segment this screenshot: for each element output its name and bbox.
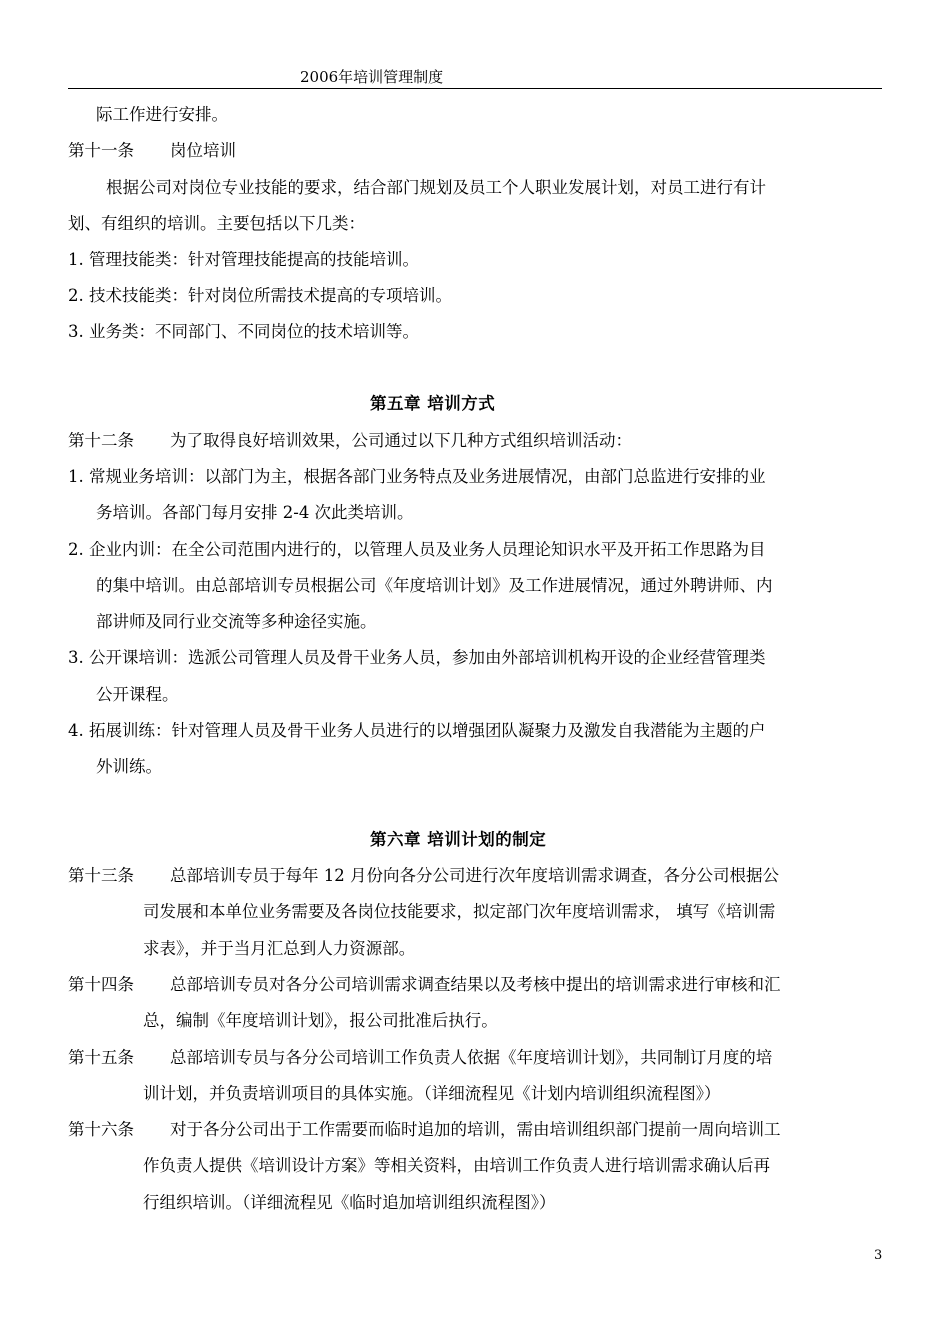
article-number: 第十一条 — [68, 141, 134, 160]
article-text-continued: 作负责人提供《培训设计方案》等相关资料，由培训工作负责人进行培训需求确认后再 — [143, 1156, 770, 1175]
article-heading: 岗位培训 — [170, 141, 236, 160]
article-number: 第十六条 — [68, 1120, 134, 1139]
header-rule — [68, 88, 882, 89]
article-number: 第十二条 — [68, 431, 134, 450]
page-header-title: 2006年培训管理制度 — [300, 68, 444, 86]
list-item: 1. 常规业务培训：以部门为主，根据各部门业务特点及业务进展情况，由部门总监进行安排的业 — [68, 467, 766, 486]
article-number: 第十三条 — [68, 866, 134, 885]
page-number: 3 — [874, 1248, 883, 1263]
article-text-continued: 行组织培训。（详细流程见《临时追加培训组织流程图》） — [143, 1193, 556, 1212]
text-line: 际工作进行安排。 — [96, 105, 228, 124]
article-text: 对于各分公司出于工作需要而临时追加的培训，需由培训组织部门提前一周向培训工 — [170, 1120, 781, 1139]
list-item: 1. 管理技能类：针对管理技能提高的技能培训。 — [68, 250, 419, 269]
list-item: 2. 技术技能类：针对岗位所需技术提高的专项培训。 — [68, 286, 452, 305]
list-item: 3. 业务类：不同部门、不同岗位的技术培训等。 — [68, 322, 419, 341]
article-text-continued: 训计划，并负责培训项目的具体实施。（详细流程见《计划内培训组织流程图》） — [143, 1084, 721, 1103]
article-text: 总部培训专员与各分公司培训工作负责人依据《年度培训计划》，共同制订月度的培 — [170, 1048, 773, 1067]
list-item-continued: 公开课程。 — [96, 685, 179, 704]
list-item-continued: 外训练。 — [96, 757, 162, 776]
article-text-continued: 总，编制《年度培训计划》，报公司批准后执行。 — [143, 1011, 498, 1030]
article-number: 第十五条 — [68, 1048, 134, 1067]
chapter-heading: 第六章 培训计划的制定 — [370, 830, 547, 849]
article-number: 第十四条 — [68, 975, 134, 994]
list-item-continued: 务培训。各部门每月安排 2-4 次此类培训。 — [96, 503, 414, 522]
list-item: 4. 拓展训练：针对管理人员及骨干业务人员进行的以增强团队凝聚力及激发自我潜能为主题的户 — [68, 721, 766, 740]
article-text-continued: 司发展和本单位业务需要及各岗位技能要求，拟定部门次年度培训需求， 填写《培训需 — [143, 902, 776, 921]
article-text: 总部培训专员于每年 12 月份向各分公司进行次年度培训需求调查，各分公司根据公 — [170, 866, 779, 885]
chapter-heading: 第五章 培训方式 — [370, 394, 496, 413]
article-text: 总部培训专员对各分公司培训需求调查结果以及考核中提出的培训需求进行审核和汇 — [170, 975, 781, 994]
list-item: 3. 公开课培训：选派公司管理人员及骨干业务人员，参加由外部培训机构开设的企业经营管理类 — [68, 648, 766, 667]
paragraph-line: 根据公司对岗位专业技能的要求，结合部门规划及员工个人职业发展计划，对员工进行有计 — [106, 178, 766, 197]
list-item-continued: 的集中培训。由总部培训专员根据公司《年度培训计划》及工作进展情况，通过外聘讲师、内 — [96, 576, 773, 595]
list-item-continued: 部讲师及同行业交流等多种途径实施。 — [96, 612, 377, 631]
list-item: 2. 企业内训：在全公司范围内进行的，以管理人员及业务人员理论知识水平及开拓工作思路为目 — [68, 540, 766, 559]
paragraph-line: 划、有组织的培训。主要包括以下几类： — [68, 214, 365, 233]
article-text-continued: 求表》，并于当月汇总到人力资源部。 — [143, 939, 416, 958]
article-text: 为了取得良好培训效果，公司通过以下几种方式组织培训活动： — [170, 431, 632, 450]
